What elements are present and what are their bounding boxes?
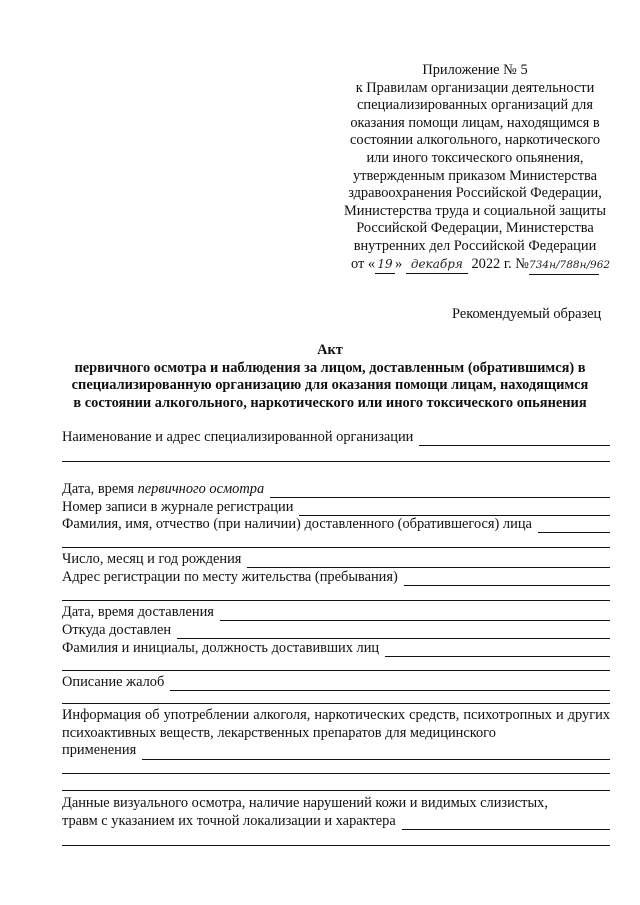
journal-number-label: Номер записи в журнале регистрации: [62, 499, 294, 515]
act-title-line: специализированную организацию для оказания помощи лицам, находящимся: [71, 377, 589, 394]
order-date-line: от « 19 » декабря 2022 г. №734н/788н/962: [330, 256, 620, 274]
exam-datetime-field[interactable]: Дата, время первичного осмотра: [62, 480, 610, 498]
act-title: [50, 342, 610, 412]
annex-line: Министерства труда и социальной защиты: [343, 202, 607, 219]
delivered-from-field[interactable]: [62, 621, 610, 639]
address-label: Адрес регистрации по месту жительства (пребывания): [62, 569, 398, 585]
complaints-field[interactable]: [62, 673, 610, 691]
delivered-by-blank[interactable]: [385, 643, 610, 657]
delivered-from-blank[interactable]: [177, 625, 610, 639]
act-title-line: в состоянии алкогольного, наркотического или иного токсического опьянения: [73, 394, 587, 411]
substance-info-field[interactable]: Информация об употреблении алкоголя, наркотических средств, психотропных и других психоактивных веществ, лекарственных препаратов для медицинского применения: [62, 707, 610, 759]
blank-line[interactable]: [62, 703, 610, 704]
address-field[interactable]: [62, 568, 610, 586]
delivered-by-field[interactable]: [62, 639, 610, 657]
order-number: 734н/788н/962: [529, 257, 599, 276]
sample-label: Рекомендуемый образец: [452, 306, 602, 322]
full-name-label: Фамилия, имя, отчество (при наличии) доставленного (обратившегося) лица: [62, 516, 532, 532]
annex-number: Приложение № 5: [422, 62, 528, 78]
annex-line: состоянии алкогольного, наркотического: [349, 132, 601, 149]
blank-line[interactable]: [62, 845, 610, 846]
order-day: 19: [375, 256, 395, 275]
birth-date-label: Число, месяц и год рождения: [62, 551, 242, 567]
journal-number-field[interactable]: [62, 498, 610, 516]
order-month: декабря: [406, 256, 468, 275]
substance-info-blank[interactable]: [142, 746, 610, 760]
birth-date-field[interactable]: [62, 550, 610, 568]
delivery-datetime-field[interactable]: [62, 603, 610, 621]
org-name-field[interactable]: [62, 428, 610, 446]
full-name-blank[interactable]: [538, 519, 610, 533]
annex-line: Российской Федерации, Министерства: [356, 220, 594, 237]
journal-number-blank[interactable]: [299, 502, 610, 516]
annex-line: или иного токсического опьянения,: [366, 149, 584, 166]
annex-line: утвержденным приказом Министерства: [352, 167, 597, 184]
exam-datetime-blank[interactable]: [270, 484, 610, 498]
blank-line[interactable]: [62, 547, 610, 548]
substance-info-label: Информация об употреблении алкоголя, наркотических средств, психотропных и других психоактивных веществ, лекарственных препаратов для медицинского: [62, 707, 610, 741]
delivery-datetime-blank[interactable]: [220, 607, 610, 621]
annex-line: оказания помощи лицам, находящимся в: [350, 114, 600, 131]
blank-line[interactable]: [62, 790, 610, 791]
annex-line: к Правилам организации деятельности: [355, 79, 595, 96]
blank-line[interactable]: [62, 461, 610, 462]
annex-header: [330, 62, 620, 273]
act-title-line: первичного осмотра и наблюдения за лицом, доставленным (обратившимся) в: [74, 359, 586, 376]
org-name-blank[interactable]: [419, 432, 610, 446]
complaints-blank[interactable]: [170, 677, 610, 691]
act-title-main: Акт: [317, 342, 343, 358]
visual-exam-field[interactable]: Данные визуального осмотра, наличие нарушений кожи и видимых слизистых, травм с указанием их точной локализации и характера: [62, 795, 610, 830]
delivered-by-label: Фамилия и инициалы, должность доставивших лиц: [62, 640, 380, 656]
address-blank[interactable]: [404, 572, 610, 586]
visual-exam-blank[interactable]: [402, 816, 610, 830]
blank-line[interactable]: [62, 773, 610, 774]
blank-line[interactable]: [62, 600, 610, 601]
visual-exam-label: Данные визуального осмотра, наличие нарушений кожи и видимых слизистых,: [62, 795, 548, 811]
annex-line: внутренних дел Российской Федерации: [353, 237, 597, 254]
full-name-field[interactable]: [62, 515, 610, 533]
delivery-datetime-label: Дата, время доставления: [62, 604, 214, 620]
org-name-label: Наименование и адрес специализированной организации: [62, 429, 414, 445]
birth-date-blank[interactable]: [247, 554, 610, 568]
complaints-label: Описание жалоб: [62, 674, 165, 690]
blank-line[interactable]: [62, 670, 610, 671]
annex-line: специализированных организаций для: [357, 97, 593, 114]
delivered-from-label: Откуда доставлен: [62, 622, 172, 638]
annex-line: здравоохранения Российской Федерации,: [348, 185, 602, 202]
